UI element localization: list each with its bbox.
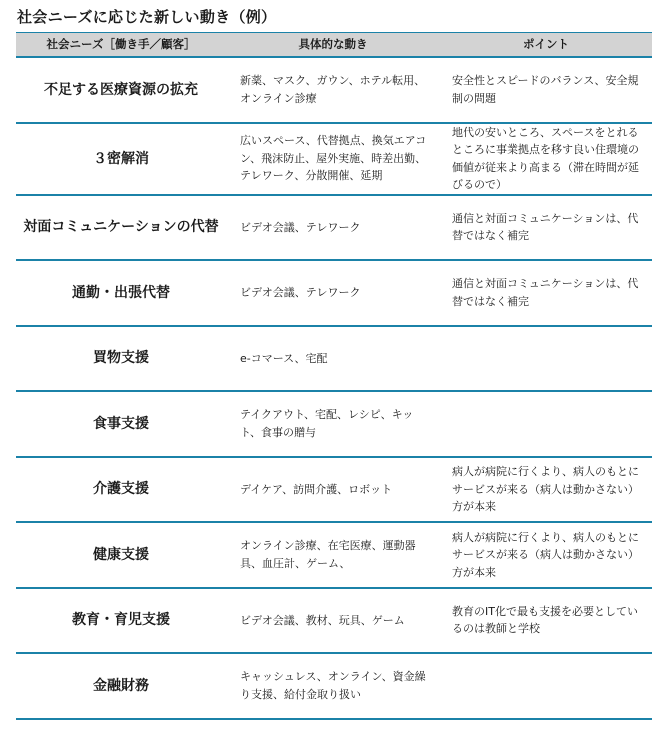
action-cell: e-コマース、宅配 (226, 326, 440, 392)
table-row (16, 57, 652, 123)
social-needs-table (16, 32, 652, 720)
action-cell: デイケア、訪問介護、ロボット (226, 457, 440, 523)
action-cell: 広いスペース、代替拠点、換気エアコン、飛沫防止、屋外実施、時差出勤、テレワーク、分散開催、延期 (226, 123, 440, 195)
header-action: 具体的な動き (226, 33, 440, 57)
point-cell: 教育のIT化で最も支援を必要としているのは教師と学校 (440, 588, 652, 654)
point-cell: 病人が病院に行くより、病人のもとにサービスが来る（病人は動かさない）方が本来 (440, 457, 652, 523)
table-row (16, 457, 652, 523)
point-cell: 通信と対面コミュニケーションは、代替ではなく補完 (440, 260, 652, 326)
table-row (16, 123, 652, 195)
need-cell: 不足する医療資源の拡充 (16, 57, 226, 123)
header-need: 社会ニーズ［働き手／顧客］ (16, 33, 226, 57)
table-row (16, 260, 652, 326)
need-cell: 対面コミュニケーションの代替 (16, 195, 226, 261)
table-row (16, 391, 652, 457)
action-cell: キャッシュレス、オンライン、資金繰り支援、給付金取り扱い (226, 653, 440, 719)
action-cell: ビデオ会議、テレワーク (226, 195, 440, 261)
page-title: 社会ニーズに応じた新しい動き（例） (17, 8, 277, 26)
point-cell (440, 391, 652, 457)
table-row (16, 588, 652, 654)
need-cell: 食事支援 (16, 391, 226, 457)
need-cell: ３密解消 (16, 123, 226, 195)
point-cell: 通信と対面コミュニケーションは、代替ではなく補完 (440, 195, 652, 261)
action-cell: ビデオ会議、テレワーク (226, 260, 440, 326)
table-row (16, 326, 652, 392)
table-row (16, 195, 652, 261)
point-cell: 地代の安いところ、スペースをとれるところに事業拠点を移す良い住環境の価値が従来より高まる（滞在時間が延びるので） (440, 123, 652, 195)
point-cell: 安全性とスピードのバランス、安全規制の問題 (440, 57, 652, 123)
table-row (16, 522, 652, 588)
action-cell: ビデオ会議、教材、玩具、ゲーム (226, 588, 440, 654)
table-header-row (16, 33, 652, 57)
point-cell (440, 653, 652, 719)
need-cell: 健康支援 (16, 522, 226, 588)
table-row (16, 653, 652, 719)
point-cell (440, 326, 652, 392)
header-point: ポイント (440, 33, 652, 57)
action-cell: オンライン診療、在宅医療、運動器具、血圧計、ゲーム、 (226, 522, 440, 588)
need-cell: 買物支援 (16, 326, 226, 392)
point-cell: 病人が病院に行くより、病人のもとにサービスが来る（病人は動かさない）方が本来 (440, 522, 652, 588)
need-cell: 介護支援 (16, 457, 226, 523)
need-cell: 金融財務 (16, 653, 226, 719)
action-cell: テイクアウト、宅配、レシピ、キット、食事の贈与 (226, 391, 440, 457)
need-cell: 通勤・出張代替 (16, 260, 226, 326)
action-cell: 新薬、マスク、ガウン、ホテル転用、オンライン診療 (226, 57, 440, 123)
need-cell: 教育・育児支援 (16, 588, 226, 654)
